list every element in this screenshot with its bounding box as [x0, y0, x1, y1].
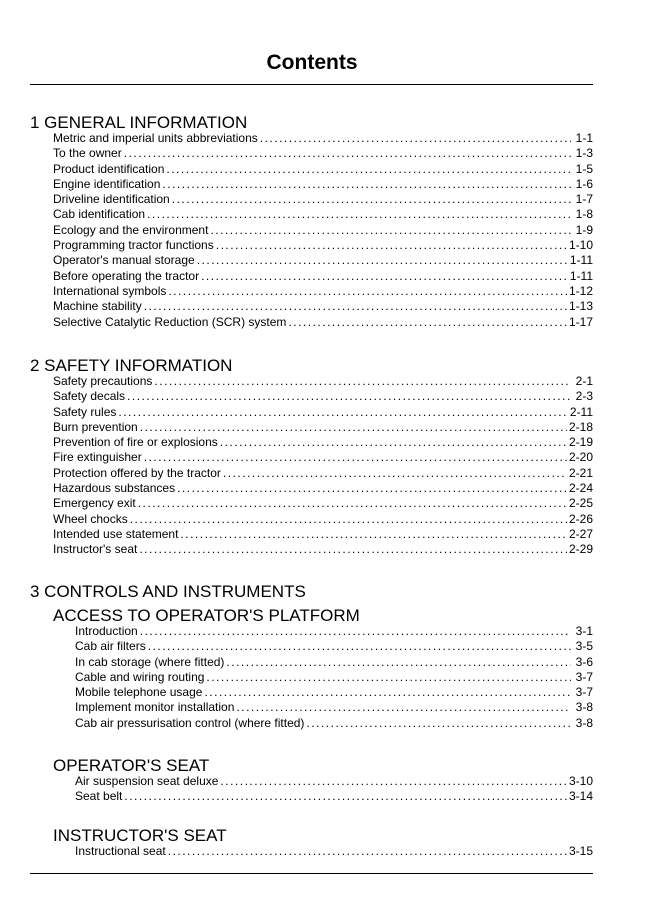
toc-entry[interactable]	[53, 389, 593, 404]
toc-entry[interactable]	[53, 284, 593, 299]
toc-entry-page-number: 2-25	[568, 496, 593, 511]
section-operators-seat-entries	[75, 774, 593, 805]
toc-entry[interactable]	[53, 177, 593, 192]
chapter-heading-general-information: 1 GENERAL INFORMATION	[30, 113, 248, 132]
toc-entry-label: Machine stability	[53, 299, 142, 314]
toc-entry-page-number: 1-3	[575, 146, 593, 161]
toc-entry-label: Mobile telephone usage	[75, 685, 203, 700]
toc-entry-page-number: 3-7	[575, 685, 593, 700]
dot-leader	[140, 420, 567, 435]
toc-entry[interactable]	[53, 253, 593, 268]
toc-entry-page-number: 2-19	[568, 435, 593, 450]
toc-entry-page-number: 1-1	[575, 131, 593, 145]
dot-leader	[236, 700, 571, 715]
toc-entry-page-number: 2-29	[568, 542, 593, 557]
dot-leader	[130, 512, 567, 527]
toc-entry[interactable]	[53, 223, 593, 238]
section-instructors-seat-entries	[75, 844, 593, 859]
toc-entry-label: Operator's manual storage	[53, 253, 195, 268]
toc-entry-label: Hazardous substances	[53, 481, 176, 496]
dot-leader	[138, 496, 567, 511]
dot-leader	[204, 685, 571, 700]
dot-leader	[226, 655, 571, 670]
toc-entry-page-number: 1-10	[568, 238, 593, 253]
toc-entry-label: Burn prevention	[53, 419, 138, 434]
toc-entry-label: Air suspension seat deluxe	[75, 774, 219, 788]
toc-entry-label: Fire extinguisher	[53, 450, 142, 465]
toc-entry-page-number: 3-5	[575, 639, 593, 654]
toc-entry-label: International symbols	[53, 283, 167, 298]
dot-leader	[220, 435, 567, 450]
toc-entry[interactable]	[53, 238, 593, 253]
toc-entry-label: Ecology and the environment	[53, 222, 209, 237]
chapter-heading-safety-information: 2 SAFETY INFORMATION	[30, 356, 233, 375]
toc-entry-page-number: 3-6	[575, 654, 593, 669]
toc-entry-page-number: 2-20	[568, 450, 593, 465]
dot-leader	[140, 624, 571, 639]
toc-entry[interactable]	[53, 542, 593, 557]
toc-entry[interactable]	[53, 405, 593, 420]
dot-leader	[168, 284, 567, 299]
toc-entry-page-number: 2-11	[569, 404, 593, 419]
toc-entry-label: Safety decals	[53, 389, 126, 404]
dot-leader	[223, 466, 567, 481]
toc-entry-page-number: 3-15	[568, 844, 593, 858]
toc-entry-label: To the owner	[53, 146, 122, 161]
toc-entry-page-number: 2-3	[575, 389, 593, 404]
toc-entry-label: Safety rules	[53, 404, 117, 419]
dot-leader	[148, 639, 571, 654]
section-access-entries	[75, 624, 593, 731]
toc-entry-page-number: 2-21	[568, 465, 593, 480]
toc-entry-page-number: 2-18	[568, 419, 593, 434]
toc-entry-label: Cab air filters	[75, 639, 146, 654]
section-heading-operators-seat: OPERATOR'S SEAT	[53, 756, 210, 775]
toc-entry-page-number: 2-27	[568, 526, 593, 541]
toc-entry-label: Instructor's seat	[53, 542, 138, 557]
section-heading-instructors-seat: INSTRUCTOR'S SEAT	[53, 826, 227, 845]
toc-entry[interactable]	[75, 685, 593, 700]
toc-entry[interactable]	[53, 450, 593, 465]
dot-leader	[144, 450, 567, 465]
toc-entry-label: Seat belt	[75, 789, 123, 804]
toc-entry-page-number: 3-8	[575, 715, 593, 730]
toc-entry[interactable]	[53, 162, 593, 177]
toc-entry[interactable]	[53, 466, 593, 481]
toc-entry[interactable]	[53, 192, 593, 207]
toc-entry[interactable]	[75, 844, 593, 859]
dot-leader	[260, 131, 571, 146]
toc-entry[interactable]	[75, 700, 593, 715]
dot-leader	[172, 192, 571, 207]
page-title: Contents	[266, 51, 358, 74]
toc-entry-label: Programming tractor functions	[53, 238, 214, 253]
toc-entry[interactable]	[75, 774, 593, 789]
toc-entry-label: Safety precautions	[53, 374, 153, 388]
dot-leader	[139, 542, 567, 557]
dot-leader	[124, 146, 571, 161]
toc-entry-page-number: 2-24	[568, 481, 593, 496]
toc-entry-label: Cable and wiring routing	[75, 669, 205, 684]
toc-entry-page-number: 3-7	[575, 669, 593, 684]
dot-leader	[206, 670, 571, 685]
toc-entry-label: Selective Catalytic Reduction (SCR) system	[53, 314, 287, 329]
toc-entry-label: Metric and imperial units abbreviations	[53, 131, 258, 145]
toc-entry-label: Driveline identification	[53, 192, 170, 207]
toc-entry-label: Wheel chocks	[53, 511, 128, 526]
toc-entry-label: Cab identification	[53, 207, 146, 222]
dot-leader	[118, 405, 567, 420]
toc-entry-label: Emergency exit	[53, 496, 136, 511]
dot-leader	[124, 789, 567, 804]
toc-entry-label: Product identification	[53, 161, 165, 176]
dot-leader	[144, 299, 567, 314]
toc-entry[interactable]	[53, 146, 593, 161]
toc-entry-label: Introduction	[75, 624, 138, 638]
toc-entry[interactable]	[53, 269, 593, 284]
toc-entry[interactable]	[75, 639, 593, 654]
toc-entry[interactable]	[53, 481, 593, 496]
dot-leader	[216, 238, 567, 253]
toc-entry-page-number: 1-7	[575, 192, 593, 207]
toc-entry[interactable]	[53, 131, 593, 146]
toc-entry[interactable]	[53, 315, 593, 330]
dot-leader	[162, 177, 571, 192]
toc-entry[interactable]	[53, 374, 593, 389]
dot-leader	[180, 527, 567, 542]
toc-entry-label: Prevention of fire or explosions	[53, 435, 218, 450]
dot-leader	[288, 315, 567, 330]
toc-entry[interactable]	[75, 624, 593, 639]
toc-entry-label: Protection offered by the tractor	[53, 465, 221, 480]
toc-entry[interactable]	[53, 207, 593, 222]
toc-entry-label: Implement monitor installation	[75, 700, 235, 715]
dot-leader	[306, 716, 571, 731]
toc-entry-page-number: 1-9	[575, 222, 593, 237]
dot-leader	[168, 844, 567, 859]
toc-entry-label: Intended use statement	[53, 526, 179, 541]
dot-leader	[154, 374, 571, 389]
toc-entry-page-number: 3-10	[568, 774, 593, 788]
toc-entry[interactable]	[53, 496, 593, 511]
toc-entry-page-number: 2-26	[568, 511, 593, 526]
dot-leader	[127, 389, 571, 404]
toc-entry-label: Engine identification	[53, 176, 161, 191]
toc-entry-label: In cab storage (where fitted)	[75, 654, 225, 669]
toc-entry[interactable]	[75, 655, 593, 670]
toc-entry-page-number: 1-11	[569, 268, 593, 283]
top-divider	[30, 84, 593, 85]
toc-entry-page-number: 1-8	[575, 207, 593, 222]
toc-entry-page-number: 1-17	[568, 314, 593, 329]
toc-entry-page-number: 3-1	[575, 624, 593, 638]
toc-entry[interactable]	[75, 670, 593, 685]
dot-leader	[220, 774, 567, 789]
toc-entry-label: Instructional seat	[75, 844, 166, 858]
toc-entry[interactable]	[53, 435, 593, 450]
toc-entry-page-number: 1-12	[568, 283, 593, 298]
toc-entry[interactable]	[53, 420, 593, 435]
toc-entry-page-number: 3-8	[575, 700, 593, 715]
toc-entry-page-number: 1-5	[575, 161, 593, 176]
dot-leader	[147, 207, 571, 222]
chapter-2-entries	[53, 374, 593, 558]
dot-leader	[210, 223, 571, 238]
bottom-divider	[30, 873, 593, 874]
dot-leader	[201, 269, 568, 284]
toc-entry-page-number: 1-6	[575, 176, 593, 191]
chapter-1-entries	[53, 131, 593, 330]
toc-entry-page-number: 1-11	[569, 253, 593, 268]
chapter-heading-controls-and-instruments: 3 CONTROLS AND INSTRUMENTS	[30, 582, 306, 601]
toc-entry-page-number: 2-1	[575, 374, 593, 388]
section-heading-access-to-operators-platform: ACCESS TO OPERATOR'S PLATFORM	[53, 606, 360, 625]
dot-leader	[166, 162, 571, 177]
toc-entry-page-number: 3-14	[568, 789, 593, 804]
toc-entry-label: Cab air pressurisation control (where fitted)	[75, 715, 305, 730]
dot-leader	[197, 253, 568, 268]
toc-entry[interactable]	[53, 527, 593, 542]
toc-entry-page-number: 1-13	[568, 299, 593, 314]
toc-entry[interactable]	[53, 299, 593, 314]
toc-entry[interactable]	[75, 789, 593, 804]
dot-leader	[177, 481, 567, 496]
toc-entry[interactable]	[75, 716, 593, 731]
toc-entry-label: Before operating the tractor	[53, 268, 200, 283]
toc-entry[interactable]	[53, 512, 593, 527]
